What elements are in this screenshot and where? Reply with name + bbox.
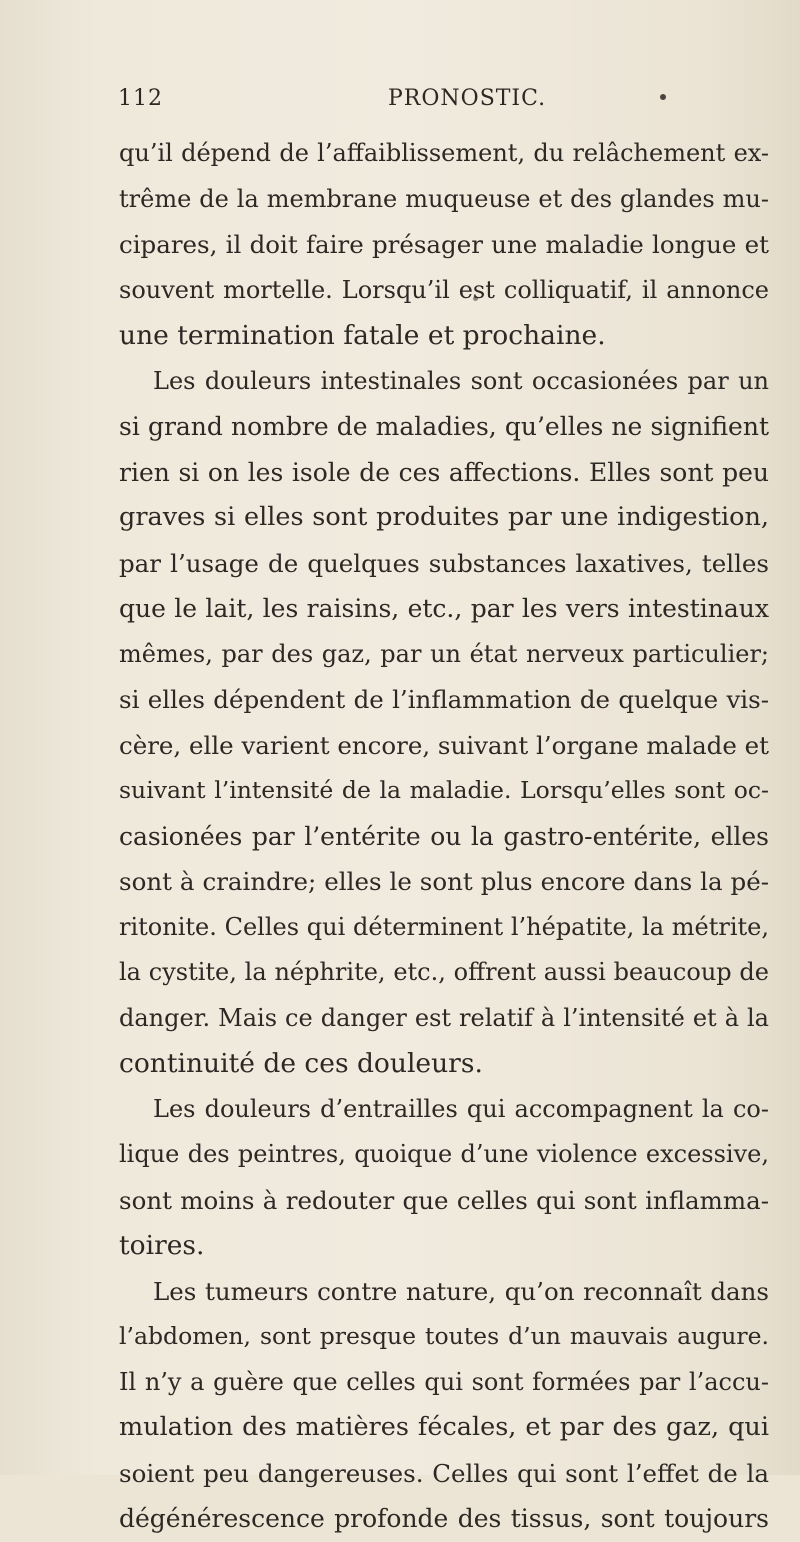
text-line: toires. bbox=[119, 1230, 205, 1261]
text-line: continuité de ces douleurs. bbox=[119, 1048, 483, 1079]
text-line: la cystite, la néphrite, etc., offrent aussi beaucoup de bbox=[119, 958, 769, 986]
text-line: une termination fatale et prochaine. bbox=[119, 320, 606, 351]
text-line: sont à craindre; elles le sont plus encore dans la pé- bbox=[119, 867, 769, 896]
body-text bbox=[119, 131, 769, 1542]
text-line: sont moins à redouter que celles qui sont inflamma- bbox=[119, 1185, 769, 1215]
page-number: 112 bbox=[118, 86, 163, 111]
running-title: PRONOSTIC. bbox=[388, 86, 547, 111]
text-line: Les douleurs intestinales sont occasionées par un bbox=[153, 366, 769, 395]
text-line: cère, elle varient encore, suivant l’organe malade et bbox=[119, 730, 769, 760]
text-line: mulation des matières fécales, et par des gaz, qui bbox=[119, 1412, 769, 1442]
text-line: par l’usage de quelques substances laxatives, telles bbox=[119, 548, 769, 578]
text-line: suivant l’intensité de la maladie. Lorsqu’elles sont oc- bbox=[119, 776, 769, 804]
text-line: dégénérescence profonde des tissus, sont toujours bbox=[119, 1504, 769, 1533]
text-line: mêmes, par des gaz, par un état nerveux particulier; bbox=[119, 639, 769, 668]
text-line: graves si elles sont produites par une indigestion, bbox=[119, 502, 769, 532]
text-line: danger. Mais ce danger est relatif à l’intensité et à la bbox=[119, 1003, 769, 1032]
text-line: si grand nombre de maladies, qu’elles ne signifient bbox=[119, 412, 769, 441]
ink-speck bbox=[660, 94, 666, 100]
text-line: casionées par l’entérite ou la gastro-entérite, elles bbox=[119, 821, 769, 851]
text-line: que le lait, les raisins, etc., par les vers intestinaux bbox=[119, 594, 769, 623]
text-line: qu’il dépend de l’affaiblissement, du relâchement ex- bbox=[119, 139, 769, 167]
text-line: ritonite. Celles qui déterminent l’hépatite, la métrite, bbox=[119, 912, 769, 941]
text-line: soient peu dangereuses. Celles qui sont l’effet de la bbox=[119, 1458, 769, 1488]
text-line: trême de la membrane muqueuse et des glandes mu- bbox=[119, 184, 769, 213]
text-line: Les douleurs d’entrailles qui accompagnent la co- bbox=[153, 1094, 769, 1123]
text-line: rien si on les isole de ces affections. Elles sont peu bbox=[119, 457, 769, 487]
page-header bbox=[118, 86, 678, 126]
text-line: l’abdomen, sont presque toutes d’un mauvais augure. bbox=[119, 1322, 769, 1350]
text-line: lique des peintres, quoique d’une violence excessive, bbox=[119, 1140, 769, 1168]
text-line: souvent mortelle. Lorsqu’il est colliquatif, il annonce bbox=[119, 275, 769, 304]
text-line: Les tumeurs contre nature, qu’on reconnaît dans bbox=[153, 1276, 769, 1306]
text-line: cipares, il doit faire présager une maladie longue et bbox=[119, 230, 769, 259]
text-line: Il n’y a guère que celles qui sont formées par l’accu- bbox=[119, 1367, 769, 1396]
text-line: si elles dépendent de l’inflammation de quelque vis- bbox=[119, 685, 769, 714]
